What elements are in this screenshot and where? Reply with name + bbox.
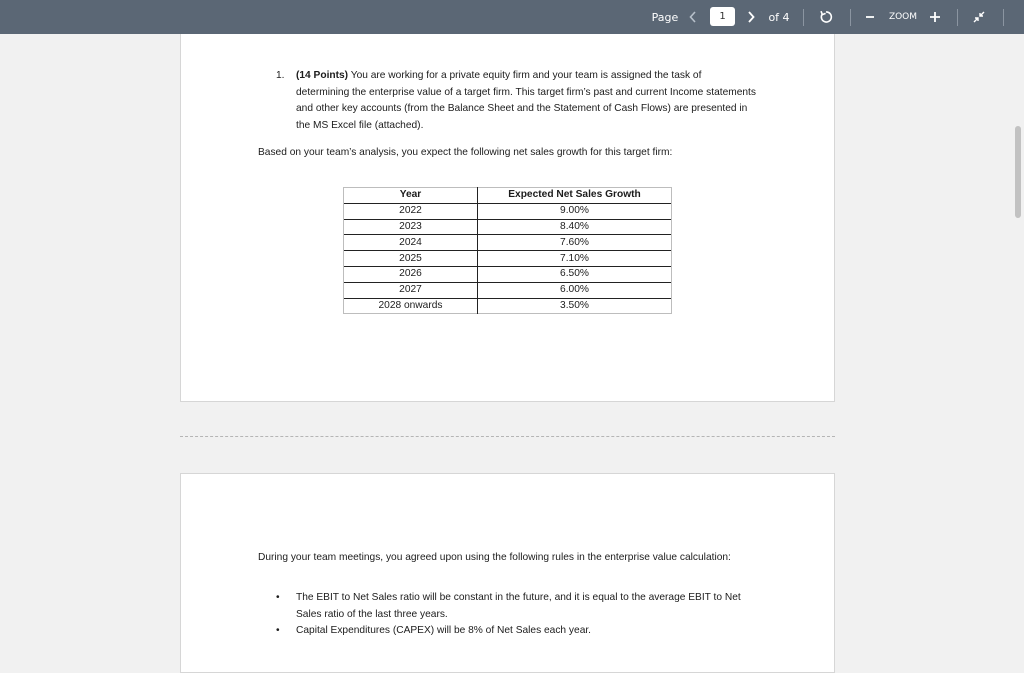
table-row: [344, 235, 672, 251]
page-label: Page: [651, 10, 679, 24]
bullet-icon: •: [276, 592, 280, 603]
table-row: [344, 282, 672, 298]
growth-cell: 7.10%: [478, 251, 672, 267]
table-row: [344, 203, 672, 219]
rule-text: The EBIT to Net Sales ratio will be constant in the future, and it is equal to the average EBIT to Net Sales ratio of the last three years.: [296, 592, 741, 620]
column-header-growth: Expected Net Sales Growth: [478, 188, 672, 204]
question-text: [296, 68, 756, 134]
table-row: [344, 219, 672, 235]
rule-text: Capital Expenditures (CAPEX) will be 8% of Net Sales each year.: [296, 625, 592, 636]
year-cell: 2023: [344, 219, 478, 235]
toolbar-divider: [850, 9, 851, 26]
year-cell: 2025: [344, 251, 478, 267]
table-row: [344, 251, 672, 267]
growth-cell: 6.50%: [478, 266, 672, 282]
rotate-button[interactable]: [815, 0, 837, 34]
prev-page-button[interactable]: [684, 0, 702, 34]
growth-intro-text: Based on your team’s analysis, you expect the following net sales growth for this target firm:: [258, 147, 673, 158]
table-header-row: [344, 188, 672, 204]
growth-cell: 8.40%: [478, 219, 672, 235]
toolbar-divider: [1003, 9, 1004, 26]
year-cell: 2027: [344, 282, 478, 298]
growth-cell: 3.50%: [478, 298, 672, 314]
table-row: [344, 298, 672, 314]
year-cell: 2026: [344, 266, 478, 282]
zoom-label: ZOOM: [888, 12, 918, 22]
growth-cell: 6.00%: [478, 282, 672, 298]
year-cell: 2022: [344, 203, 478, 219]
table-row: [344, 266, 672, 282]
chevron-left-icon: [689, 11, 697, 23]
bullet-icon: •: [276, 625, 280, 636]
year-cell: 2028 onwards: [344, 298, 478, 314]
toolbar-divider: [957, 9, 958, 26]
page-break-divider: [180, 436, 835, 437]
question-body: You are working for a private equity firm and your team is assigned the task of determining the enterprise value of a target firm. This target firm’s past and current Income statements and other key accounts (from the Balance Sheet and the Statement of Cash Flows) are presented in the MS Excel file (attached).: [296, 70, 756, 131]
minus-icon: [865, 12, 875, 22]
question-number: 1.: [276, 70, 285, 81]
zoom-in-button[interactable]: [926, 0, 944, 34]
growth-cell: 9.00%: [478, 203, 672, 219]
question-points: (14 Points): [296, 70, 349, 81]
column-header-year: Year: [344, 188, 478, 204]
rotate-icon: [819, 10, 833, 24]
toolbar-divider: [803, 9, 804, 26]
exit-fullscreen-button[interactable]: [968, 0, 990, 34]
net-sales-growth-table: [343, 187, 672, 314]
total-pages-label: of 4: [768, 10, 790, 24]
growth-cell: 7.60%: [478, 235, 672, 251]
pdf-toolbar: [0, 0, 1024, 34]
year-cell: 2024: [344, 235, 478, 251]
plus-icon: [929, 11, 941, 23]
scrollbar-thumb[interactable]: [1015, 126, 1021, 218]
next-page-button[interactable]: [742, 0, 760, 34]
chevron-right-icon: [747, 11, 755, 23]
document-page-2: [180, 473, 835, 673]
zoom-out-button[interactable]: [862, 0, 878, 34]
collapse-icon: [973, 11, 985, 23]
rules-intro-text: During your team meetings, you agreed upon using the following rules in the enterprise value calculation:: [258, 552, 731, 563]
page-number-input[interactable]: 1: [710, 7, 735, 26]
